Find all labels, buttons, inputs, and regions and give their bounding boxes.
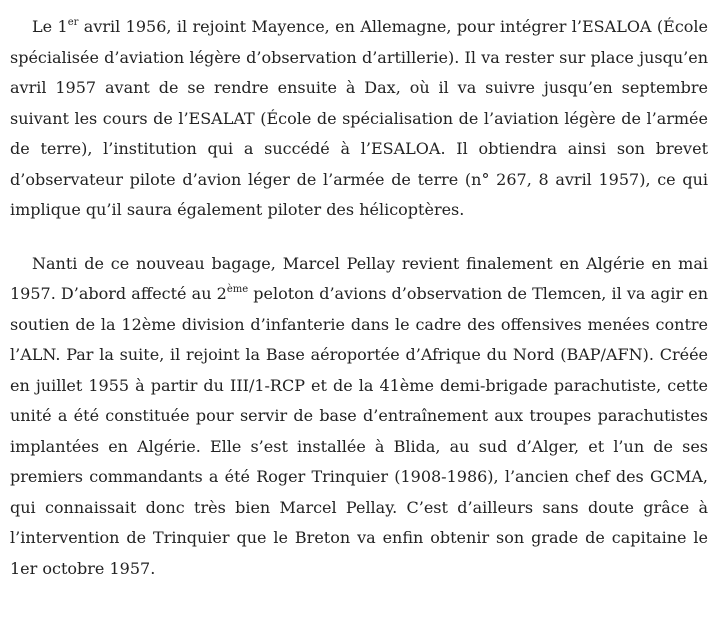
paragraph-1-text-rest: avril 1956, il rejoint Mayence, en Allemagne, pour intégrer l’ESALOA (École spécialisée d’aviation légère d’observation d’artillerie). Il va rester sur place jusqu’en avril 1957 avant de se rendre ensuite à Dax, où il va suivre jusqu’en septembre suivant les cours de l’ESALAT (École de spécialisation de l’aviation légère de l’armée de terre), l’institution qui a succédé à l’ESALOA. Il obtiendra ainsi son brevet d’observateur pilote d’avion léger de l’armée de terre (n° 267, 8 avril 1957), ce qui implique qu’il saura également piloter des hélicoptères. bbox=[10, 17, 708, 219]
paragraph-1-text-start: Le 1 bbox=[32, 17, 68, 36]
paragraph-1-superscript: er bbox=[67, 16, 79, 28]
paragraph-1 bbox=[10, 12, 708, 226]
paragraph-2 bbox=[10, 249, 708, 585]
paragraph-2-text-rest: peloton d’avions d’observation de Tlemcen, il va agir en soutien de la 12ème division d’infanterie dans le cadre des offensives menées contre l’ALN. Par la suite, il rejoint la Base aéroportée d’Afrique du Nord (BAP/AFN). Créée en juillet 1955 à partir du III/1-RCP et de la 41ème demi-brigade parachutiste, cette unité a été constituée pour servir de base d’entraînement aux troupes parachutistes implantées en Algérie. Elle s’est installée à Blida, au sud d’Alger, et l’un de ses premiers commandants a été Roger Trinquier (1908-1986), l’ancien chef des GCMA, qui connaissait donc très bien Marcel Pellay. C’est d’ailleurs sans doute grâce à l’intervention de Trinquier que le Breton va enfin obtenir son grade de capitaine le 1er octobre 1957. bbox=[10, 284, 709, 578]
article-body bbox=[10, 12, 708, 584]
paragraph-2-text-start: Nanti de ce nouveau bagage, Marcel Pellay revient finalement en Algérie en mai 1957. D’abord affecté au 2 bbox=[10, 253, 708, 303]
paragraph-2-superscript: ème bbox=[226, 283, 249, 295]
